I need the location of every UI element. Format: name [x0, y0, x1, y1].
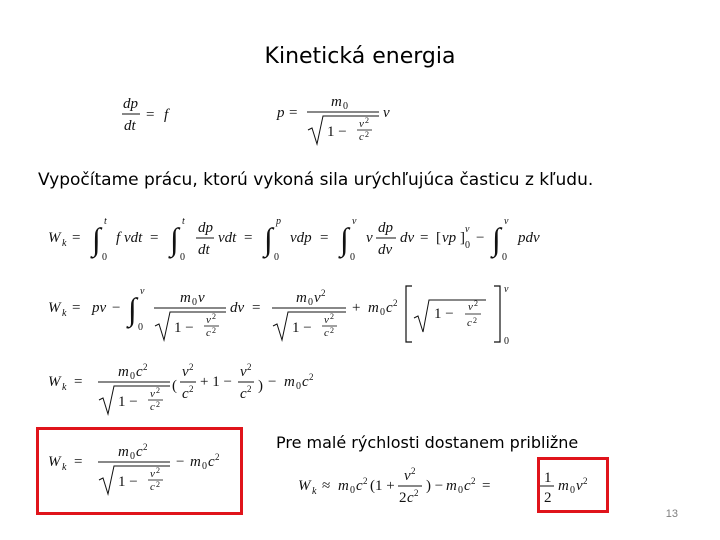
svg-text:dt: dt [124, 118, 136, 134]
svg-text:1 −: 1 − [174, 320, 194, 336]
svg-text:W: W [48, 454, 61, 470]
svg-text:0: 0 [130, 371, 135, 382]
svg-text:0: 0 [202, 461, 207, 472]
svg-text:0: 0 [570, 485, 575, 496]
svg-text:1 −: 1 − [434, 306, 454, 322]
svg-text:c: c [208, 454, 215, 470]
svg-text:p: p [276, 216, 281, 227]
svg-text:t: t [182, 216, 185, 227]
page-number: 13 [665, 508, 678, 520]
svg-text:0: 0 [350, 252, 355, 263]
svg-text:dv: dv [378, 242, 393, 258]
svg-text:k: k [62, 382, 67, 393]
svg-text:v: v [383, 105, 390, 121]
equation-newton-law [120, 94, 190, 138]
intro-text: Vypočítame prácu, ktorú vykoná sila urýchľujúca časticu z kľudu. [38, 170, 594, 190]
svg-text:=: = [72, 300, 81, 316]
svg-text:W: W [48, 300, 61, 316]
svg-text:=: = [146, 107, 155, 123]
svg-text:=: = [74, 454, 83, 470]
svg-text:2: 2 [330, 312, 334, 321]
svg-text:2: 2 [321, 288, 326, 298]
svg-text:k: k [62, 462, 67, 473]
svg-text:[: [ [436, 230, 441, 246]
svg-text:=: = [289, 105, 298, 121]
equation-work-step2 [46, 280, 546, 348]
svg-text:v: v [206, 314, 211, 326]
svg-text:c: c [182, 386, 189, 402]
equation-work-step3 [46, 356, 366, 424]
equation-momentum [275, 92, 405, 150]
svg-text:v: v [504, 216, 509, 227]
svg-text:vdt: vdt [124, 230, 143, 246]
svg-text:dp: dp [198, 220, 213, 236]
equation-work-result [46, 436, 236, 504]
svg-text:0: 0 [458, 485, 463, 496]
svg-text:v: v [314, 290, 321, 306]
svg-text:2: 2 [189, 384, 194, 394]
svg-text:v: v [504, 284, 509, 295]
svg-text:dt: dt [198, 242, 210, 258]
svg-text:2: 2 [474, 299, 478, 308]
svg-text:∫: ∫ [264, 221, 273, 257]
svg-text:dp: dp [123, 96, 138, 112]
svg-text:dv: dv [400, 230, 415, 246]
svg-text:2: 2 [156, 400, 160, 409]
svg-text:0: 0 [130, 451, 135, 462]
svg-text:m: m [118, 444, 129, 460]
svg-text:2: 2 [414, 488, 419, 498]
svg-text:k: k [62, 308, 67, 319]
svg-text:−: − [176, 454, 185, 470]
svg-text:0: 0 [504, 336, 509, 347]
svg-text:W: W [48, 230, 61, 246]
svg-text:v: v [465, 224, 470, 235]
svg-text:m: m [118, 364, 129, 380]
svg-text:W: W [48, 374, 61, 390]
svg-text:∫: ∫ [340, 221, 349, 257]
svg-text:∫: ∫ [170, 221, 179, 257]
svg-text:=: = [320, 230, 329, 246]
svg-text:2: 2 [143, 362, 148, 372]
approx-highlight-box [537, 457, 609, 513]
svg-text:vdt: vdt [218, 230, 237, 246]
svg-text:0: 0 [180, 252, 185, 263]
svg-text:dp: dp [378, 220, 393, 236]
svg-text:v: v [240, 364, 247, 380]
svg-text:−: − [112, 300, 121, 316]
svg-text:0: 0 [502, 252, 507, 263]
svg-text:∫: ∫ [128, 291, 137, 327]
svg-text:∫: ∫ [92, 221, 101, 257]
svg-text:f: f [116, 230, 121, 246]
svg-text:2: 2 [399, 490, 407, 506]
svg-text:0: 0 [350, 485, 355, 496]
svg-text:2: 2 [583, 476, 588, 486]
svg-text:1 −: 1 − [118, 394, 138, 410]
svg-text:1 −: 1 − [327, 124, 347, 140]
svg-text:2: 2 [365, 116, 369, 125]
svg-text:2: 2 [247, 362, 252, 372]
svg-text:c: c [136, 444, 143, 460]
svg-text:v: v [150, 468, 155, 480]
svg-text:2: 2 [473, 316, 477, 325]
svg-text:2: 2 [471, 476, 476, 486]
svg-text:1 −: 1 − [118, 474, 138, 490]
svg-text:(: ( [172, 378, 177, 394]
svg-text:f: f [164, 107, 169, 123]
svg-text:0: 0 [296, 381, 301, 392]
svg-text:k: k [62, 238, 67, 249]
svg-text:c: c [464, 478, 471, 494]
svg-text:0: 0 [308, 297, 313, 308]
svg-text:vp: vp [442, 230, 457, 246]
svg-text:v: v [404, 468, 411, 484]
svg-text:c: c [206, 327, 211, 339]
svg-text:0: 0 [380, 307, 385, 318]
svg-text:m: m [284, 374, 295, 390]
svg-text:pdv: pdv [518, 230, 540, 246]
svg-text:=: = [482, 478, 491, 494]
svg-text:c: c [136, 364, 143, 380]
svg-text:+ 1 −: + 1 − [200, 374, 232, 390]
svg-text:c: c [407, 490, 414, 506]
svg-text:0: 0 [192, 297, 197, 308]
svg-text:c: c [386, 300, 393, 316]
svg-text:c: c [467, 317, 472, 329]
svg-text:2: 2 [309, 372, 314, 382]
approx-text: Pre malé rýchlosti dostanem približne [276, 433, 579, 452]
svg-text:0: 0 [274, 252, 279, 263]
svg-text:∫: ∫ [492, 221, 501, 257]
svg-text:vdp: vdp [290, 230, 312, 246]
svg-text:0: 0 [102, 252, 107, 263]
svg-text:v: v [468, 301, 473, 313]
svg-text:2: 2 [393, 298, 398, 308]
svg-text:v: v [150, 388, 155, 400]
svg-text:−: − [268, 374, 277, 390]
svg-text:v: v [366, 230, 373, 246]
svg-text:m: m [296, 290, 307, 306]
svg-text:m: m [558, 478, 569, 494]
svg-text:p: p [277, 105, 285, 121]
svg-text:) −: ) − [426, 478, 444, 494]
svg-text:m: m [190, 454, 201, 470]
svg-text:m: m [331, 94, 342, 110]
svg-text:2: 2 [330, 326, 334, 335]
svg-text:c: c [240, 386, 247, 402]
svg-text:v: v [198, 290, 205, 306]
svg-text:c: c [150, 481, 155, 493]
svg-text:m: m [180, 290, 191, 306]
svg-text:=: = [72, 230, 81, 246]
svg-text:c: c [356, 478, 363, 494]
svg-text:c: c [302, 374, 309, 390]
svg-text:v: v [182, 364, 189, 380]
svg-text:≈: ≈ [322, 478, 331, 494]
svg-text:−: − [476, 230, 485, 246]
svg-text:2: 2 [365, 130, 369, 139]
svg-text:m: m [368, 300, 379, 316]
svg-text:c: c [359, 131, 364, 143]
svg-text:=: = [252, 300, 261, 316]
svg-text:=: = [150, 230, 159, 246]
svg-text:v: v [359, 118, 364, 130]
svg-text:2: 2 [189, 362, 194, 372]
svg-text:v: v [576, 478, 583, 494]
svg-text:2: 2 [156, 480, 160, 489]
svg-text:=: = [244, 230, 253, 246]
svg-text:c: c [150, 401, 155, 413]
svg-text:0: 0 [138, 322, 143, 333]
svg-text:t: t [104, 216, 107, 227]
svg-text:2: 2 [215, 452, 220, 462]
svg-text:2: 2 [363, 476, 368, 486]
svg-text:2: 2 [212, 312, 216, 321]
svg-text:): ) [258, 378, 263, 394]
svg-text:2: 2 [212, 326, 216, 335]
svg-text:1: 1 [544, 470, 552, 486]
svg-text:2: 2 [156, 466, 160, 475]
svg-text:W: W [298, 478, 311, 494]
svg-text:0: 0 [465, 240, 470, 251]
svg-text:dv: dv [230, 300, 245, 316]
svg-text:2: 2 [247, 384, 252, 394]
svg-text:2: 2 [544, 490, 552, 506]
svg-text:v: v [352, 216, 357, 227]
svg-text:k: k [312, 486, 317, 497]
svg-text:m: m [338, 478, 349, 494]
svg-text:v: v [324, 314, 329, 326]
svg-text:2: 2 [156, 386, 160, 395]
svg-text:=: = [420, 230, 429, 246]
page-title: Kinetická energia [264, 44, 456, 69]
svg-text:2: 2 [411, 466, 416, 476]
svg-text:m: m [446, 478, 457, 494]
svg-text:=: = [74, 374, 83, 390]
svg-text:(1 +: (1 + [370, 478, 395, 494]
svg-text:1 −: 1 − [292, 320, 312, 336]
svg-text:v: v [140, 286, 145, 297]
svg-text:0: 0 [343, 101, 348, 112]
svg-text:pv: pv [92, 300, 107, 316]
svg-text:]: ] [460, 230, 465, 246]
svg-text:2: 2 [143, 442, 148, 452]
equation-work-integral [46, 210, 606, 266]
svg-text:c: c [324, 327, 329, 339]
svg-text:+: + [352, 300, 361, 316]
